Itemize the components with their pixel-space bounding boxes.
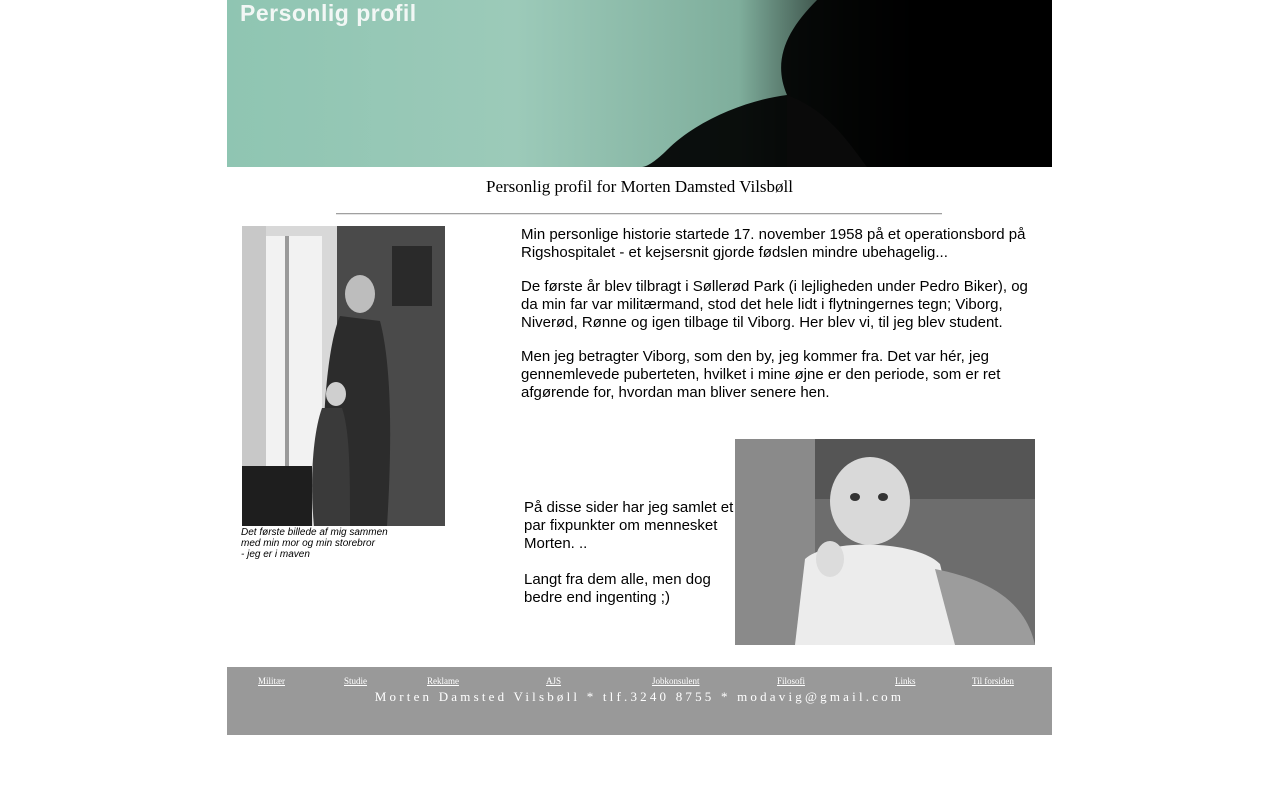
caption-line: Det første billede af mig sammen [241, 527, 388, 538]
photo-baby [735, 439, 1035, 645]
photo-caption [241, 527, 441, 560]
intro-paragraph: Langt fra dem alle, men dog bedre end ingenting ;) [524, 571, 711, 606]
footer [227, 667, 1052, 735]
header-banner [227, 0, 1052, 167]
footer-nav [227, 676, 1052, 688]
story-paragraph: De første år blev tilbragt i Søllerød Park (i lejligheden under Pedro Biker), og da min far var militærmand, stod det hele lidt i flytningernes tegn; Viborg, Niverød, Rønne og igen tilbage til Viborg. Her blev vi, til jeg blev student. [521, 278, 1028, 331]
caption-line: med min mor og min storebror [241, 538, 375, 549]
intro-paragraph: På disse sider har jeg samlet et par fixpunkter om mennesket Morten. .. [524, 499, 734, 552]
footer-link-filosofi[interactable]: Filosofi [777, 676, 806, 686]
story-paragraph: Men jeg betragter Viborg, som den by, jeg kommer fra. Det var hér, jeg gennemlevede puberteten, hvilket i mine øjne er den periode, som er ret afgørende for, hvordan man bliver senere hen. [521, 348, 1001, 401]
photo-mother-image [242, 226, 445, 526]
caption-line: - jeg er i maven [241, 549, 310, 560]
banner-title: Personlig profil [240, 0, 417, 26]
photo-mother-and-brother [242, 226, 445, 526]
photo-baby-image [735, 439, 1035, 645]
divider [336, 213, 942, 215]
footer-link-reklame[interactable]: Reklame [427, 676, 459, 686]
story-text [521, 226, 1043, 418]
story-paragraph: Min personlige historie startede 17. november 1958 på et operationsbord på Rigshospitalet - et kejsersnit gjorde fødslen mindre ubehagelig... [521, 226, 1026, 261]
footer-link-til-forsiden[interactable]: Til forsiden [972, 676, 1014, 686]
footer-link-studie[interactable]: Studie [344, 676, 368, 686]
footer-link-militaer[interactable]: Militær [258, 676, 286, 686]
footer-link-links[interactable]: Links [895, 676, 916, 686]
contact-info: Morten Damsted Vilsbøll * tlf.3240 8755 * modavig@gmail.com [374, 689, 905, 704]
intro-text [524, 499, 736, 625]
footer-link-ajs[interactable]: AJS [546, 676, 562, 686]
footer-link-jobkonsulent[interactable]: Jobkonsulent [652, 676, 700, 686]
page-title: Personlig profil for Morten Damsted Vilsbøll [486, 177, 793, 196]
page [227, 0, 1052, 704]
